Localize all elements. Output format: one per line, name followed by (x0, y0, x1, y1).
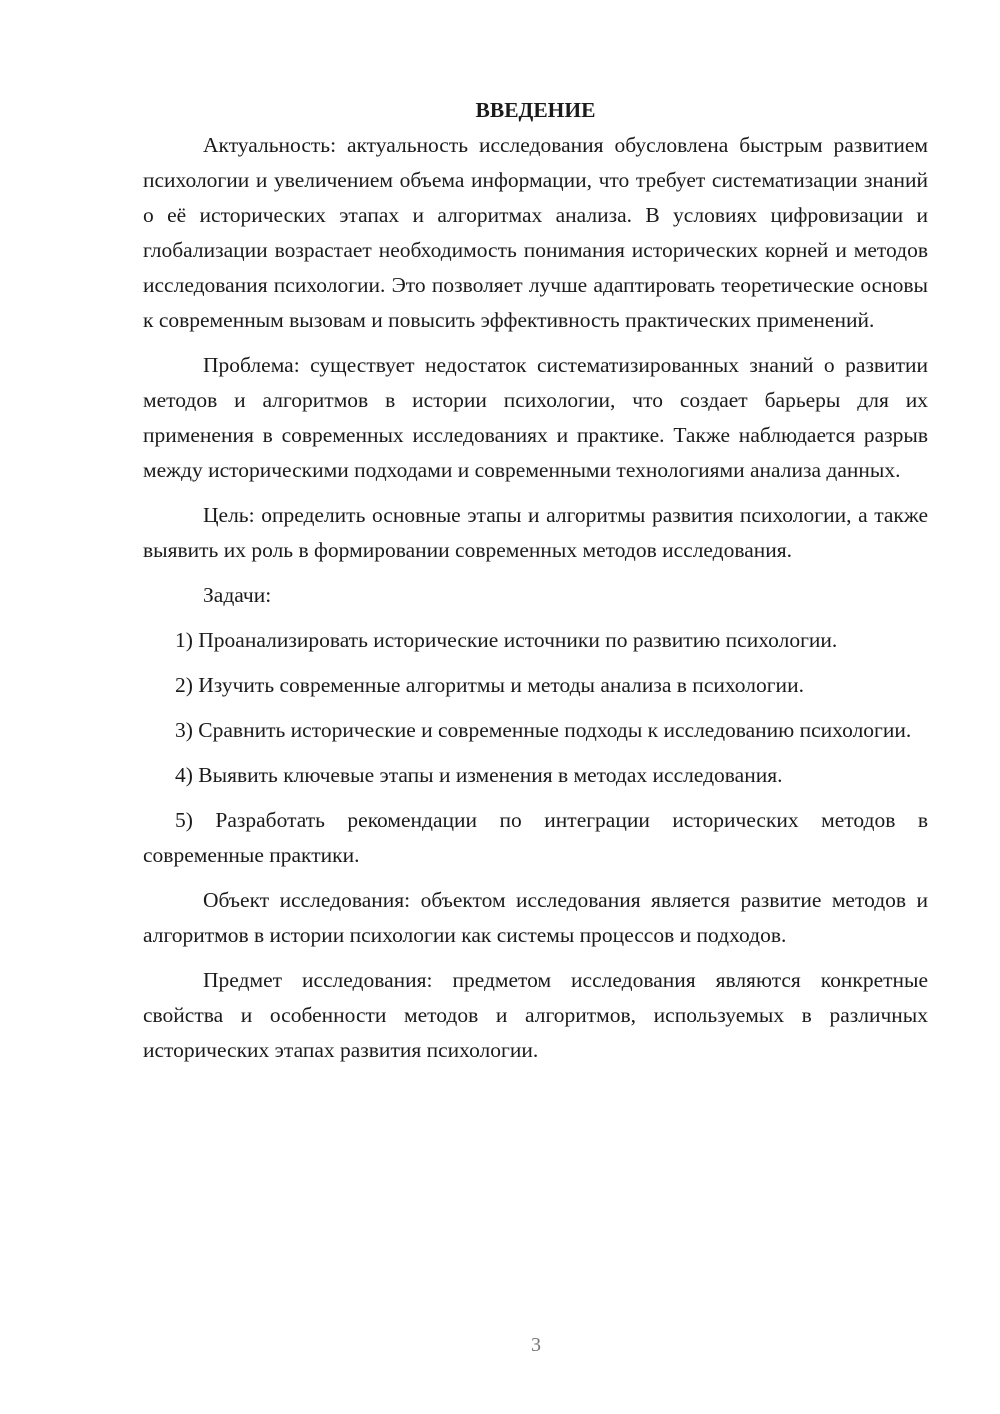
paragraph-relevance: Актуальность: актуальность исследования обусловлена быстрым развитием психологии и увеличением объема информации, что требует систематизации знаний о её исторических этапах и алгоритмах анализа. В условиях цифровизации и глобализации возрастает необходимость понимания исторических корней и методов исследования психологии. Это позволяет лучше адаптировать теоретические основы к современным вызовам и повысить эффективность практических применений. (143, 133, 928, 332)
tasks-heading: Задачи: (203, 583, 272, 607)
task-item-5: 5) Разработать рекомендации по интеграции исторических методов в современные практики. (143, 808, 928, 867)
task-item-1: 1) Проанализировать исторические источники по развитию психологии. (175, 628, 838, 652)
paragraph-object: Объект исследования: объектом исследования является развитие методов и алгоритмов в истории психологии как системы процессов и подходов. (143, 888, 928, 947)
task-item-4: 4) Выявить ключевые этапы и изменения в методах исследования. (175, 763, 783, 787)
paragraph-problem: Проблема: существует недостаток систематизированных знаний о развитии методов и алгоритмов в истории психологии, что создает барьеры для их применения в современных исследованиях и практике. Также наблюдается разрыв между историческими подходами и современными технологиями анализа данных. (143, 353, 928, 482)
document-page (143, 92, 928, 1078)
paragraph-subject: Предмет исследования: предметом исследования являются конкретные свойства и особенности методов и алгоритмов, используемых в различных исторических этапах развития психологии. (143, 968, 928, 1062)
paragraph-goal: Цель: определить основные этапы и алгоритмы развития психологии, а также выявить их роль в формировании современных методов исследования. (143, 503, 928, 562)
task-item-3: 3) Сравнить исторические и современные подходы к исследованию психологии. (175, 718, 912, 742)
page-title: ВВЕДЕНИЕ (475, 98, 596, 122)
task-item-2: 2) Изучить современные алгоритмы и методы анализа в психологии. (175, 673, 804, 697)
page-number: 3 (531, 1334, 541, 1356)
